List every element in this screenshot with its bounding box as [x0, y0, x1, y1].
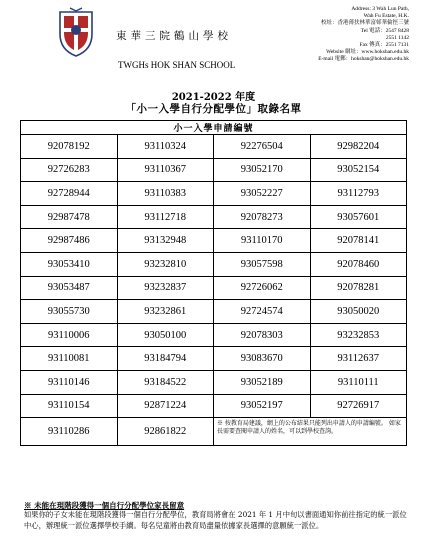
application-number-cell: 93184794	[117, 347, 214, 371]
table-row	[21, 347, 407, 371]
application-number-cell: 92728944	[21, 182, 118, 206]
application-number-cell: 93055730	[21, 300, 118, 324]
application-number-cell: 92078460	[310, 252, 407, 276]
application-number-cell: 93112793	[310, 182, 407, 206]
application-number-cell: 93112637	[310, 347, 407, 371]
application-number-cell: 93052197	[214, 394, 311, 418]
contact-line: Website 網址：www.hokshan.edu.hk	[326, 49, 409, 56]
contact-line: E-mail 電郵：hokshan@hokshan.edu.hk	[318, 56, 409, 63]
application-number-cell: 92871224	[117, 394, 214, 418]
contact-line: 2551 1142	[385, 34, 409, 41]
table-row	[21, 394, 407, 418]
application-number-cell: 92987478	[21, 205, 118, 229]
letterhead	[0, 0, 427, 78]
application-number-cell: 92726283	[21, 158, 118, 182]
school-name-chinese: 東華三院鶴山學校	[116, 30, 232, 42]
table-row	[21, 276, 407, 300]
application-number-cell: 93057598	[214, 252, 311, 276]
application-number-cell: 93110111	[310, 370, 407, 394]
application-number-cell: 93110367	[117, 158, 214, 182]
application-number-cell: 92078273	[214, 205, 311, 229]
table-row	[21, 229, 407, 253]
contact-line: Wah Fu Estate, H.K.	[363, 13, 409, 20]
contact-line: 校址：香港薄扶林華富邨華倫徑三號	[320, 20, 409, 27]
application-number-cell: 93052170	[214, 158, 311, 182]
footnote-text: 如果你的子女未能在現階段獲得一個自行分配學位，教育局將會在 2021 年 1 月中旬以書面通知你前往指定的統一派位中心，辦理統一派位選擇學校手續。每名兒童將由教育局盡量依據家長選擇的意願統一派位。	[24, 510, 407, 530]
contact-line: Address: 3 Wah Lun Path,	[351, 6, 409, 12]
school-crest-icon	[56, 6, 96, 58]
table-row	[21, 135, 407, 159]
application-number-cell: 93232810	[117, 252, 214, 276]
contact-line: Fax 傳真：2551 7131	[359, 42, 409, 49]
table-note: ※ 按教育局建議，網上的公布結果只能列出申請人的申請編號。 如家長需要查閱申請人的姓名，可以到學校查詢。	[214, 418, 407, 446]
application-number-cell: 93052154	[310, 158, 407, 182]
table-row	[21, 300, 407, 324]
application-number-cell: 92078303	[214, 323, 311, 347]
application-number-cell: 93184522	[117, 370, 214, 394]
table-row	[21, 182, 407, 206]
admission-list-title: 「小一入學自行分配學位」取錄名單	[125, 103, 302, 115]
application-number-cell: 93232861	[117, 300, 214, 324]
application-number-cell: 93052189	[214, 370, 311, 394]
application-number-cell: 93052227	[214, 182, 311, 206]
application-number-cell: 92982204	[310, 135, 407, 159]
table-header: 小一入學申請編號	[21, 121, 407, 135]
application-number-cell: 93110286	[21, 418, 118, 446]
application-number-cell: 92276504	[214, 135, 311, 159]
table-row	[21, 158, 407, 182]
contact-block	[259, 6, 409, 64]
application-number-cell: 93132948	[117, 229, 214, 253]
application-number-cell: 93110170	[214, 229, 311, 253]
application-number-cell: 92078192	[21, 135, 118, 159]
application-number-cell: 93053487	[21, 276, 118, 300]
application-number-cell: 93053410	[21, 252, 118, 276]
application-number-cell: 93110081	[21, 347, 118, 371]
application-number-cell: 93232837	[117, 276, 214, 300]
table-row	[21, 370, 407, 394]
footnote-title: ※ 未能在現階段獲得一個自行分配學位家長留意	[24, 501, 185, 510]
application-number-cell: 93110146	[21, 370, 118, 394]
table-row	[21, 252, 407, 276]
application-number-cell: 93110154	[21, 394, 118, 418]
application-number-cell: 93110006	[21, 323, 118, 347]
contact-line: Tel 電話：2547 8428	[360, 27, 409, 34]
application-number-cell: 92724574	[214, 300, 311, 324]
application-number-cell: 92987486	[21, 229, 118, 253]
application-number-cell: 93050020	[310, 300, 407, 324]
application-number-cell: 93110383	[117, 182, 214, 206]
application-number-cell: 92726917	[310, 394, 407, 418]
table-row	[21, 418, 407, 446]
application-number-table	[20, 120, 407, 446]
application-number-cell: 92078141	[310, 229, 407, 253]
table-header-row	[21, 121, 407, 135]
application-number-cell: 93232853	[310, 323, 407, 347]
application-number-cell: 93110324	[117, 135, 214, 159]
application-number-cell: 93057601	[310, 205, 407, 229]
application-number-cell: 93083670	[214, 347, 311, 371]
academic-year-title: 2021-2022 年度	[171, 92, 256, 103]
application-number-cell: 93112718	[117, 205, 214, 229]
table-row	[21, 323, 407, 347]
application-number-cell: 92861822	[117, 418, 214, 446]
application-number-cell: 92078281	[310, 276, 407, 300]
table-row	[21, 205, 407, 229]
school-name-english: TWGHs HOK SHAN SCHOOL	[118, 60, 236, 70]
application-number-cell: 93050100	[117, 323, 214, 347]
application-number-cell: 92726062	[214, 276, 311, 300]
